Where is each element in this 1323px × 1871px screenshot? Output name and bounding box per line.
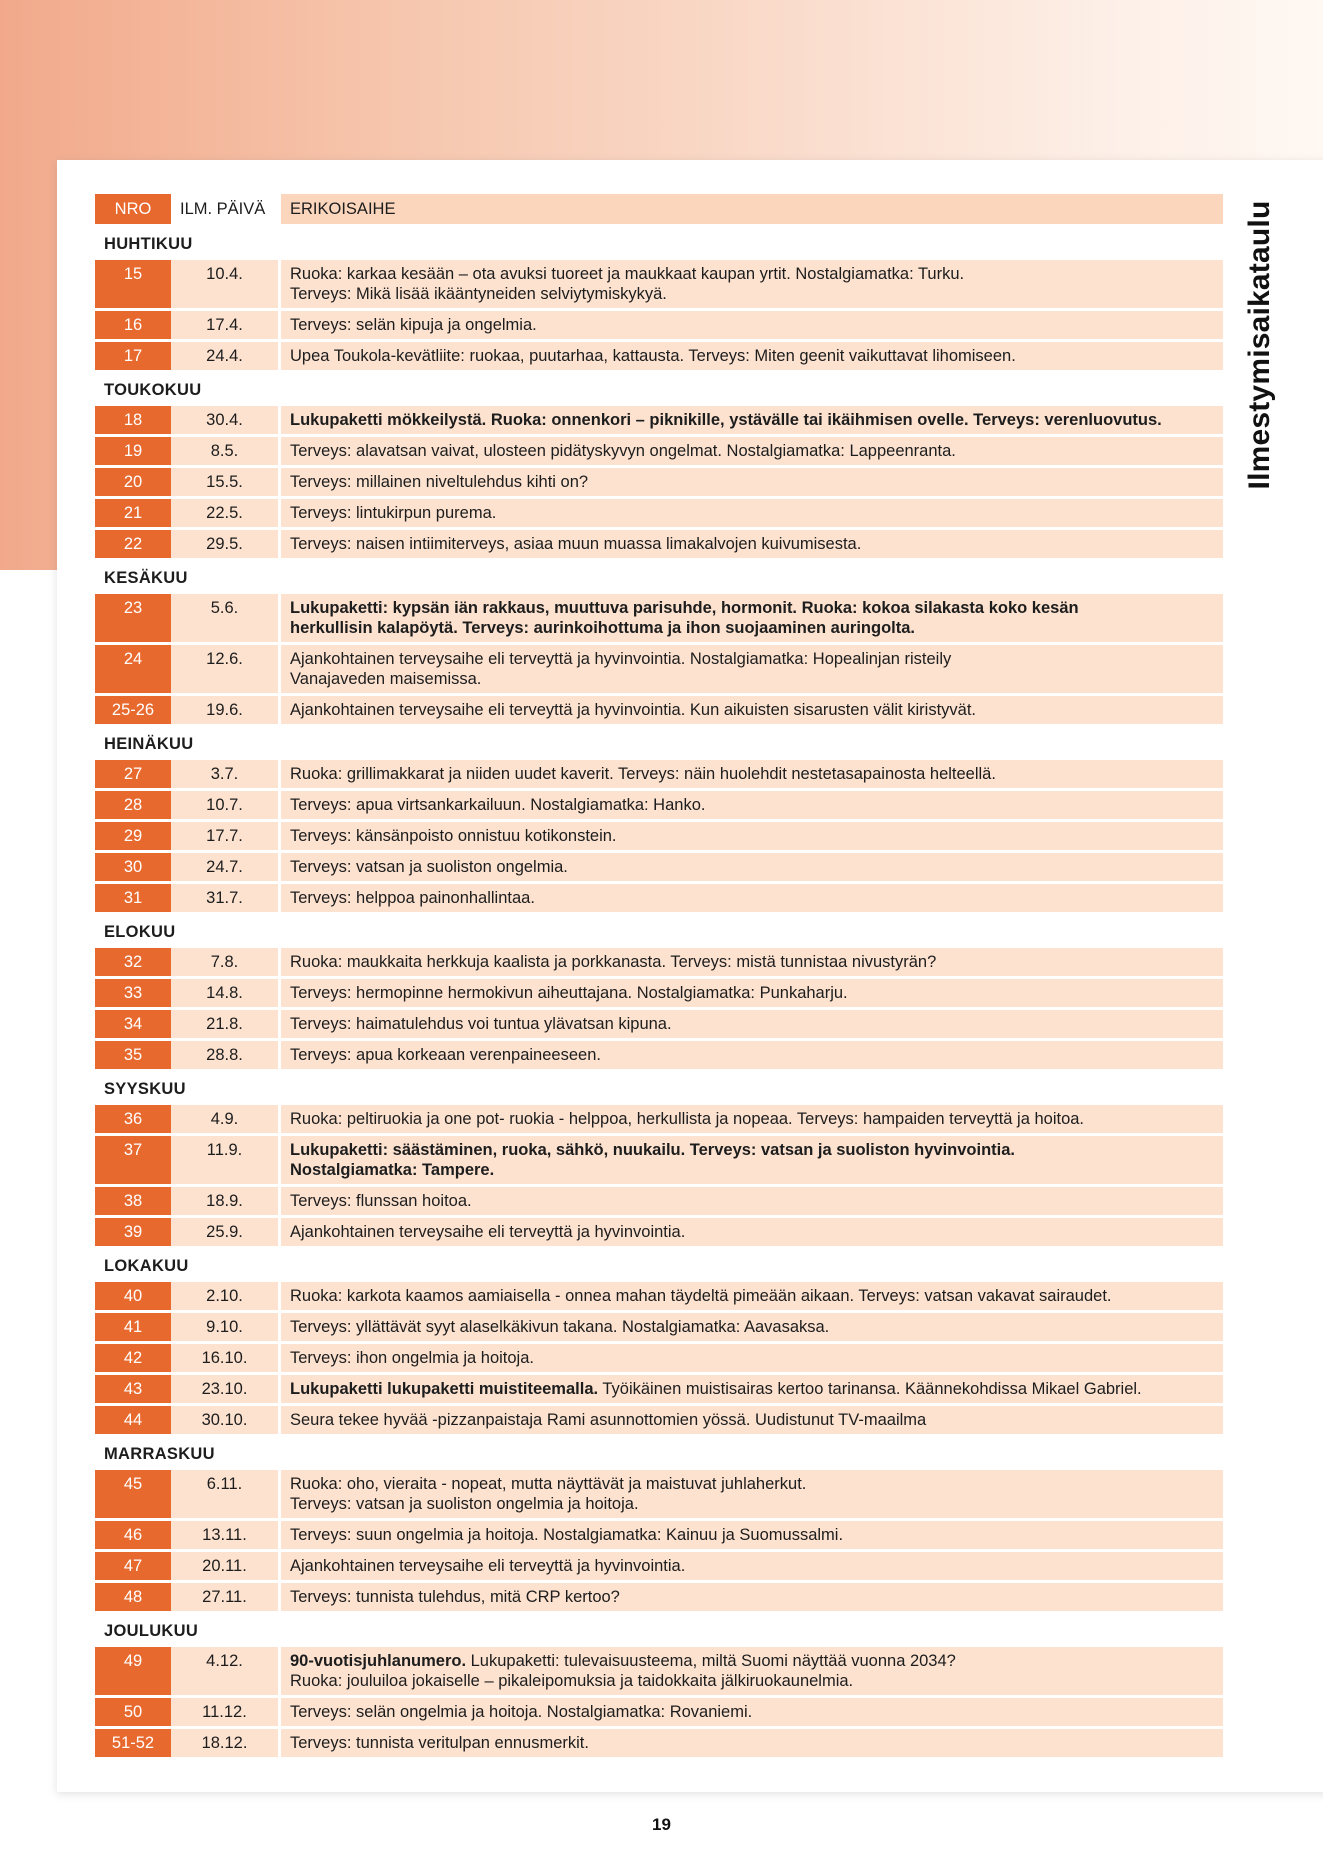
table-row — [95, 884, 1223, 912]
issue-topic — [278, 1583, 1223, 1611]
table-row — [95, 1521, 1223, 1549]
issue-topic — [278, 1041, 1223, 1069]
issue-number: 19 — [95, 437, 171, 465]
issue-topic — [278, 1375, 1223, 1403]
table-row — [95, 645, 1223, 693]
issue-topic — [278, 1729, 1223, 1757]
issue-date: 29.5. — [171, 530, 278, 558]
month-header-row — [95, 227, 1223, 257]
issue-topic — [278, 260, 1223, 308]
issue-topic — [278, 1313, 1223, 1341]
issue-number: 35 — [95, 1041, 171, 1069]
table-row — [95, 342, 1223, 370]
table-row — [95, 406, 1223, 434]
table-row — [95, 1647, 1223, 1695]
topic-text: Terveys: tunnista tulehdus, mitä CRP kertoo? — [290, 1588, 620, 1606]
issue-number: 24 — [95, 645, 171, 693]
issue-topic — [278, 1470, 1223, 1518]
issue-topic — [278, 1218, 1223, 1246]
issue-topic — [278, 645, 1223, 693]
topic-text: Terveys: flunssan hoitoa. — [290, 1192, 472, 1210]
issue-date: 15.5. — [171, 468, 278, 496]
topic-text: Terveys: lintukirpun purema. — [290, 504, 497, 522]
topic-text: Terveys: suun ongelmia ja hoitoja. Nostalgiamatka: Kainuu ja Suomussalmi. — [290, 1526, 844, 1544]
month-header-row — [95, 1614, 1223, 1644]
topic-lead: 90-vuotisjuhlanumero. — [290, 1652, 467, 1670]
month-name: JOULUKUU — [104, 1621, 199, 1640]
topic-text: Terveys: naisen intiimiterveys, asiaa muun muassa limakalvojen kuivumisesta. — [290, 535, 862, 553]
issue-date: 27.11. — [171, 1583, 278, 1611]
issue-topic — [278, 499, 1223, 527]
issue-topic — [278, 884, 1223, 912]
table-row — [95, 1010, 1223, 1038]
issue-date: 11.9. — [171, 1136, 278, 1184]
schedule-table — [95, 191, 1223, 1760]
issue-topic — [278, 437, 1223, 465]
month-header-row — [95, 373, 1223, 403]
table-row — [95, 260, 1223, 308]
issue-number: 41 — [95, 1313, 171, 1341]
table-row — [95, 760, 1223, 788]
table-header-row — [95, 194, 1223, 224]
issue-date: 8.5. — [171, 437, 278, 465]
issue-date: 4.12. — [171, 1647, 278, 1695]
topic-text: Terveys: alavatsan vaivat, ulosteen pidätyskyvyn ongelmat. Nostalgiamatka: Lappeenranta. — [290, 442, 956, 460]
topic-text: Terveys: helppoa painonhallintaa. — [290, 889, 535, 907]
topic-text: Ruoka: karkota kaamos aamiaisella - onnea mahan täydeltä pimeään aikaan. Terveys: vatsan vakavat sairaudet. — [290, 1287, 1112, 1305]
topic-text: Terveys: tunnista veritulpan ennusmerkit. — [290, 1734, 589, 1752]
table-row — [95, 853, 1223, 881]
issue-topic — [278, 1698, 1223, 1726]
topic-text: Ruoka: peltiruokia ja one pot- ruokia - helppoa, herkullista ja nopeaa. Terveys: hampaiden terveyttä ja hoitoa. — [290, 1110, 1085, 1128]
table-row — [95, 311, 1223, 339]
issue-topic — [278, 1344, 1223, 1372]
issue-date: 5.6. — [171, 594, 278, 642]
table-row — [95, 1105, 1223, 1133]
issue-date: 24.7. — [171, 853, 278, 881]
issue-number: 27 — [95, 760, 171, 788]
issue-number: 47 — [95, 1552, 171, 1580]
issue-topic — [278, 791, 1223, 819]
side-title-text: Ilmestymisaikataulu — [1243, 200, 1276, 490]
topic-text: Lukupaketti: tulevaisuusteema, miltä Suomi näyttää vuonna 2034? Ruoka: jouluiloa jokaiselle – pikaleipomuksia ja taidokkaita jälkiruokaunelmia. — [290, 1652, 956, 1690]
topic-text: Ajankohtainen terveysaihe eli terveyttä ja hyvinvointia. — [290, 1557, 686, 1575]
topic-text: Terveys: selän kipuja ja ongelmia. — [290, 316, 537, 334]
topic-text: Työikäinen muistisairas kertoo tarinansa. Käännekohdissa Mikael Gabriel. — [598, 1380, 1142, 1398]
issue-number: 28 — [95, 791, 171, 819]
topic-text: Terveys: millainen niveltulehdus kihti on? — [290, 473, 589, 491]
issue-number: 46 — [95, 1521, 171, 1549]
issue-date: 30.4. — [171, 406, 278, 434]
issue-number: 30 — [95, 853, 171, 881]
topic-text: Terveys: ihon ongelmia ja hoitoja. — [290, 1349, 534, 1367]
month-header-row — [95, 1249, 1223, 1279]
issue-date: 23.10. — [171, 1375, 278, 1403]
issue-number: 15 — [95, 260, 171, 308]
issue-topic — [278, 1105, 1223, 1133]
issue-topic — [278, 1552, 1223, 1580]
topic-text: Ruoka: karkaa kesään – ota avuksi tuoreet ja maukkaat kaupan yrtit. Nostalgiamatka: Turku. Terveys: Mikä lisää ikääntyneiden selviytymiskykyä. — [290, 265, 965, 303]
topic-text: Lukupaketti mökkeilystä. Ruoka: onnenkori – piknikille, ystävälle tai ikäihmisen ovelle. Terveys: verenluovutus. — [290, 411, 1162, 429]
table-row — [95, 594, 1223, 642]
issue-number: 49 — [95, 1647, 171, 1695]
topic-text: Terveys: apua virtsankarkailuun. Nostalgiamatka: Hanko. — [290, 796, 706, 814]
table-row — [95, 822, 1223, 850]
issue-date: 18.9. — [171, 1187, 278, 1215]
table-row — [95, 437, 1223, 465]
issue-number: 20 — [95, 468, 171, 496]
issue-topic — [278, 696, 1223, 724]
issue-date: 6.11. — [171, 1470, 278, 1518]
issue-topic — [278, 311, 1223, 339]
issue-date: 20.11. — [171, 1552, 278, 1580]
issue-topic — [278, 1136, 1223, 1184]
issue-number: 43 — [95, 1375, 171, 1403]
topic-text: Terveys: känsänpoisto onnistuu kotikonstein. — [290, 827, 617, 845]
issue-topic — [278, 406, 1223, 434]
issue-topic — [278, 853, 1223, 881]
issue-number: 51-52 — [95, 1729, 171, 1757]
topic-lead: Lukupaketti lukupaketti muistiteemalla. — [290, 1380, 599, 1398]
issue-number: 29 — [95, 822, 171, 850]
issue-number: 31 — [95, 884, 171, 912]
issue-date: 24.4. — [171, 342, 278, 370]
table-row — [95, 1406, 1223, 1434]
issue-number: 21 — [95, 499, 171, 527]
issue-date: 2.10. — [171, 1282, 278, 1310]
issue-date: 18.12. — [171, 1729, 278, 1757]
issue-date: 9.10. — [171, 1313, 278, 1341]
topic-text: Lukupaketti: kypsän iän rakkaus, muuttuva parisuhde, hormonit. Ruoka: kokoa silakasta koko kesän herkullisin kalapöytä. Terveys: aurinkoihottuma ja ihon suojaaminen auringolta. — [290, 599, 1079, 637]
table-row — [95, 979, 1223, 1007]
issue-number: 25-26 — [95, 696, 171, 724]
issue-topic — [278, 1187, 1223, 1215]
month-name: TOUKOKUU — [104, 380, 202, 399]
issue-topic — [278, 1647, 1223, 1695]
month-name: LOKAKUU — [104, 1256, 189, 1275]
topic-text: Terveys: haimatulehdus voi tuntua ylävatsan kipuna. — [290, 1015, 672, 1033]
topic-text: Ajankohtainen terveysaihe eli terveyttä ja hyvinvointia. Kun aikuisten sisarusten välit kiristyvät. — [290, 701, 977, 719]
topic-text: Ajankohtainen terveysaihe eli terveyttä ja hyvinvointia. Nostalgiamatka: Hopealinjan risteily Vanajaveden maisemissa. — [290, 650, 952, 688]
issue-number: 17 — [95, 342, 171, 370]
topic-text: Terveys: hermopinne hermokivun aiheuttajana. Nostalgiamatka: Punkaharju. — [290, 984, 848, 1002]
issue-topic — [278, 594, 1223, 642]
issue-topic — [278, 1282, 1223, 1310]
month-name: ELOKUU — [104, 922, 176, 941]
issue-number: 48 — [95, 1583, 171, 1611]
table-row — [95, 1375, 1223, 1403]
table-row — [95, 696, 1223, 724]
table-row — [95, 1729, 1223, 1757]
issue-date: 17.7. — [171, 822, 278, 850]
month-name: HUHTIKUU — [104, 234, 193, 253]
issue-date: 13.11. — [171, 1521, 278, 1549]
issue-date: 10.4. — [171, 260, 278, 308]
issue-topic — [278, 530, 1223, 558]
issue-date: 25.9. — [171, 1218, 278, 1246]
issue-number: 23 — [95, 594, 171, 642]
issue-topic — [278, 822, 1223, 850]
topic-text: Terveys: yllättävät syyt alaselkäkivun takana. Nostalgiamatka: Aavasaksa. — [290, 1318, 830, 1336]
topic-text: Terveys: vatsan ja suoliston ongelmia. — [290, 858, 568, 876]
issue-number: 16 — [95, 311, 171, 339]
topic-text: Seura tekee hyvää -pizzanpaistaja Rami asunnottomien yössä. Uudistunut TV-maailma — [290, 1411, 927, 1429]
issue-topic — [278, 979, 1223, 1007]
month-header-row — [95, 1072, 1223, 1102]
topic-text: Ajankohtainen terveysaihe eli terveyttä ja hyvinvointia. — [290, 1223, 686, 1241]
issue-number: 39 — [95, 1218, 171, 1246]
month-name: SYYSKUU — [104, 1079, 186, 1098]
issue-date: 14.8. — [171, 979, 278, 1007]
issue-date: 10.7. — [171, 791, 278, 819]
issue-date: 30.10. — [171, 1406, 278, 1434]
issue-date: 4.9. — [171, 1105, 278, 1133]
month-header-row — [95, 727, 1223, 757]
issue-topic — [278, 1521, 1223, 1549]
table-row — [95, 1470, 1223, 1518]
issue-number: 40 — [95, 1282, 171, 1310]
month-header-row — [95, 915, 1223, 945]
issue-topic — [278, 1406, 1223, 1434]
issue-date: 31.7. — [171, 884, 278, 912]
issue-number: 33 — [95, 979, 171, 1007]
issue-topic — [278, 468, 1223, 496]
month-header-row — [95, 561, 1223, 591]
issue-number: 44 — [95, 1406, 171, 1434]
table-row — [95, 1552, 1223, 1580]
issue-date: 19.6. — [171, 696, 278, 724]
header-topic: ERIKOISAIHE — [278, 194, 1223, 224]
issue-number: 32 — [95, 948, 171, 976]
table-row — [95, 530, 1223, 558]
month-name: MARRASKUU — [104, 1444, 215, 1463]
issue-topic — [278, 948, 1223, 976]
table-row — [95, 499, 1223, 527]
issue-date: 7.8. — [171, 948, 278, 976]
month-header-row — [95, 1437, 1223, 1467]
issue-number: 22 — [95, 530, 171, 558]
side-title — [1230, 190, 1290, 500]
issue-topic — [278, 1010, 1223, 1038]
issue-date: 12.6. — [171, 645, 278, 693]
issue-date: 3.7. — [171, 760, 278, 788]
table-row — [95, 1282, 1223, 1310]
issue-date: 17.4. — [171, 311, 278, 339]
issue-topic — [278, 342, 1223, 370]
table-row — [95, 791, 1223, 819]
table-row — [95, 1313, 1223, 1341]
issue-date: 28.8. — [171, 1041, 278, 1069]
table-row — [95, 1136, 1223, 1184]
issue-number: 45 — [95, 1470, 171, 1518]
issue-number: 42 — [95, 1344, 171, 1372]
issue-number: 36 — [95, 1105, 171, 1133]
topic-text: Ruoka: grillimakkarat ja niiden uudet kaverit. Terveys: näin huolehdit nestetasapainosta helteellä. — [290, 765, 996, 783]
month-name: HEINÄKUU — [104, 734, 194, 753]
table-row — [95, 1344, 1223, 1372]
issue-number: 18 — [95, 406, 171, 434]
header-nro: NRO — [95, 194, 171, 224]
issue-date: 21.8. — [171, 1010, 278, 1038]
topic-text: Ruoka: maukkaita herkkuja kaalista ja porkkanasta. Terveys: mistä tunnistaa nivustyrän? — [290, 953, 937, 971]
topic-text: Terveys: apua korkeaan verenpaineeseen. — [290, 1046, 601, 1064]
issue-date: 16.10. — [171, 1344, 278, 1372]
table-row — [95, 1218, 1223, 1246]
topic-text: Lukupaketti: säästäminen, ruoka, sähkö, nuukailu. Terveys: vatsan ja suoliston hyvinvointia. Nostalgiamatka: Tampere. — [290, 1141, 1015, 1179]
topic-text: Terveys: selän ongelmia ja hoitoja. Nostalgiamatka: Rovaniemi. — [290, 1703, 753, 1721]
page-number: 19 — [652, 1815, 671, 1834]
topic-text: Ruoka: oho, vieraita - nopeat, mutta näyttävät ja maistuvat juhlaherkut. Terveys: vatsan ja suoliston ongelmia ja hoitoja. — [290, 1475, 807, 1513]
table-row — [95, 468, 1223, 496]
issue-date: 11.12. — [171, 1698, 278, 1726]
issue-number: 38 — [95, 1187, 171, 1215]
issue-number: 34 — [95, 1010, 171, 1038]
issue-date: 22.5. — [171, 499, 278, 527]
issue-number: 50 — [95, 1698, 171, 1726]
issue-number: 37 — [95, 1136, 171, 1184]
table-row — [95, 1041, 1223, 1069]
month-name: KESÄKUU — [104, 568, 188, 587]
header-date: ILM. PÄIVÄ — [171, 194, 278, 224]
topic-text: Upea Toukola-kevätliite: ruokaa, puutarhaa, kattausta. Terveys: Miten geenit vaikuttavat lihomiseen. — [290, 347, 1016, 365]
issue-topic — [278, 760, 1223, 788]
table-row — [95, 948, 1223, 976]
table-row — [95, 1583, 1223, 1611]
table-row — [95, 1698, 1223, 1726]
table-row — [95, 1187, 1223, 1215]
